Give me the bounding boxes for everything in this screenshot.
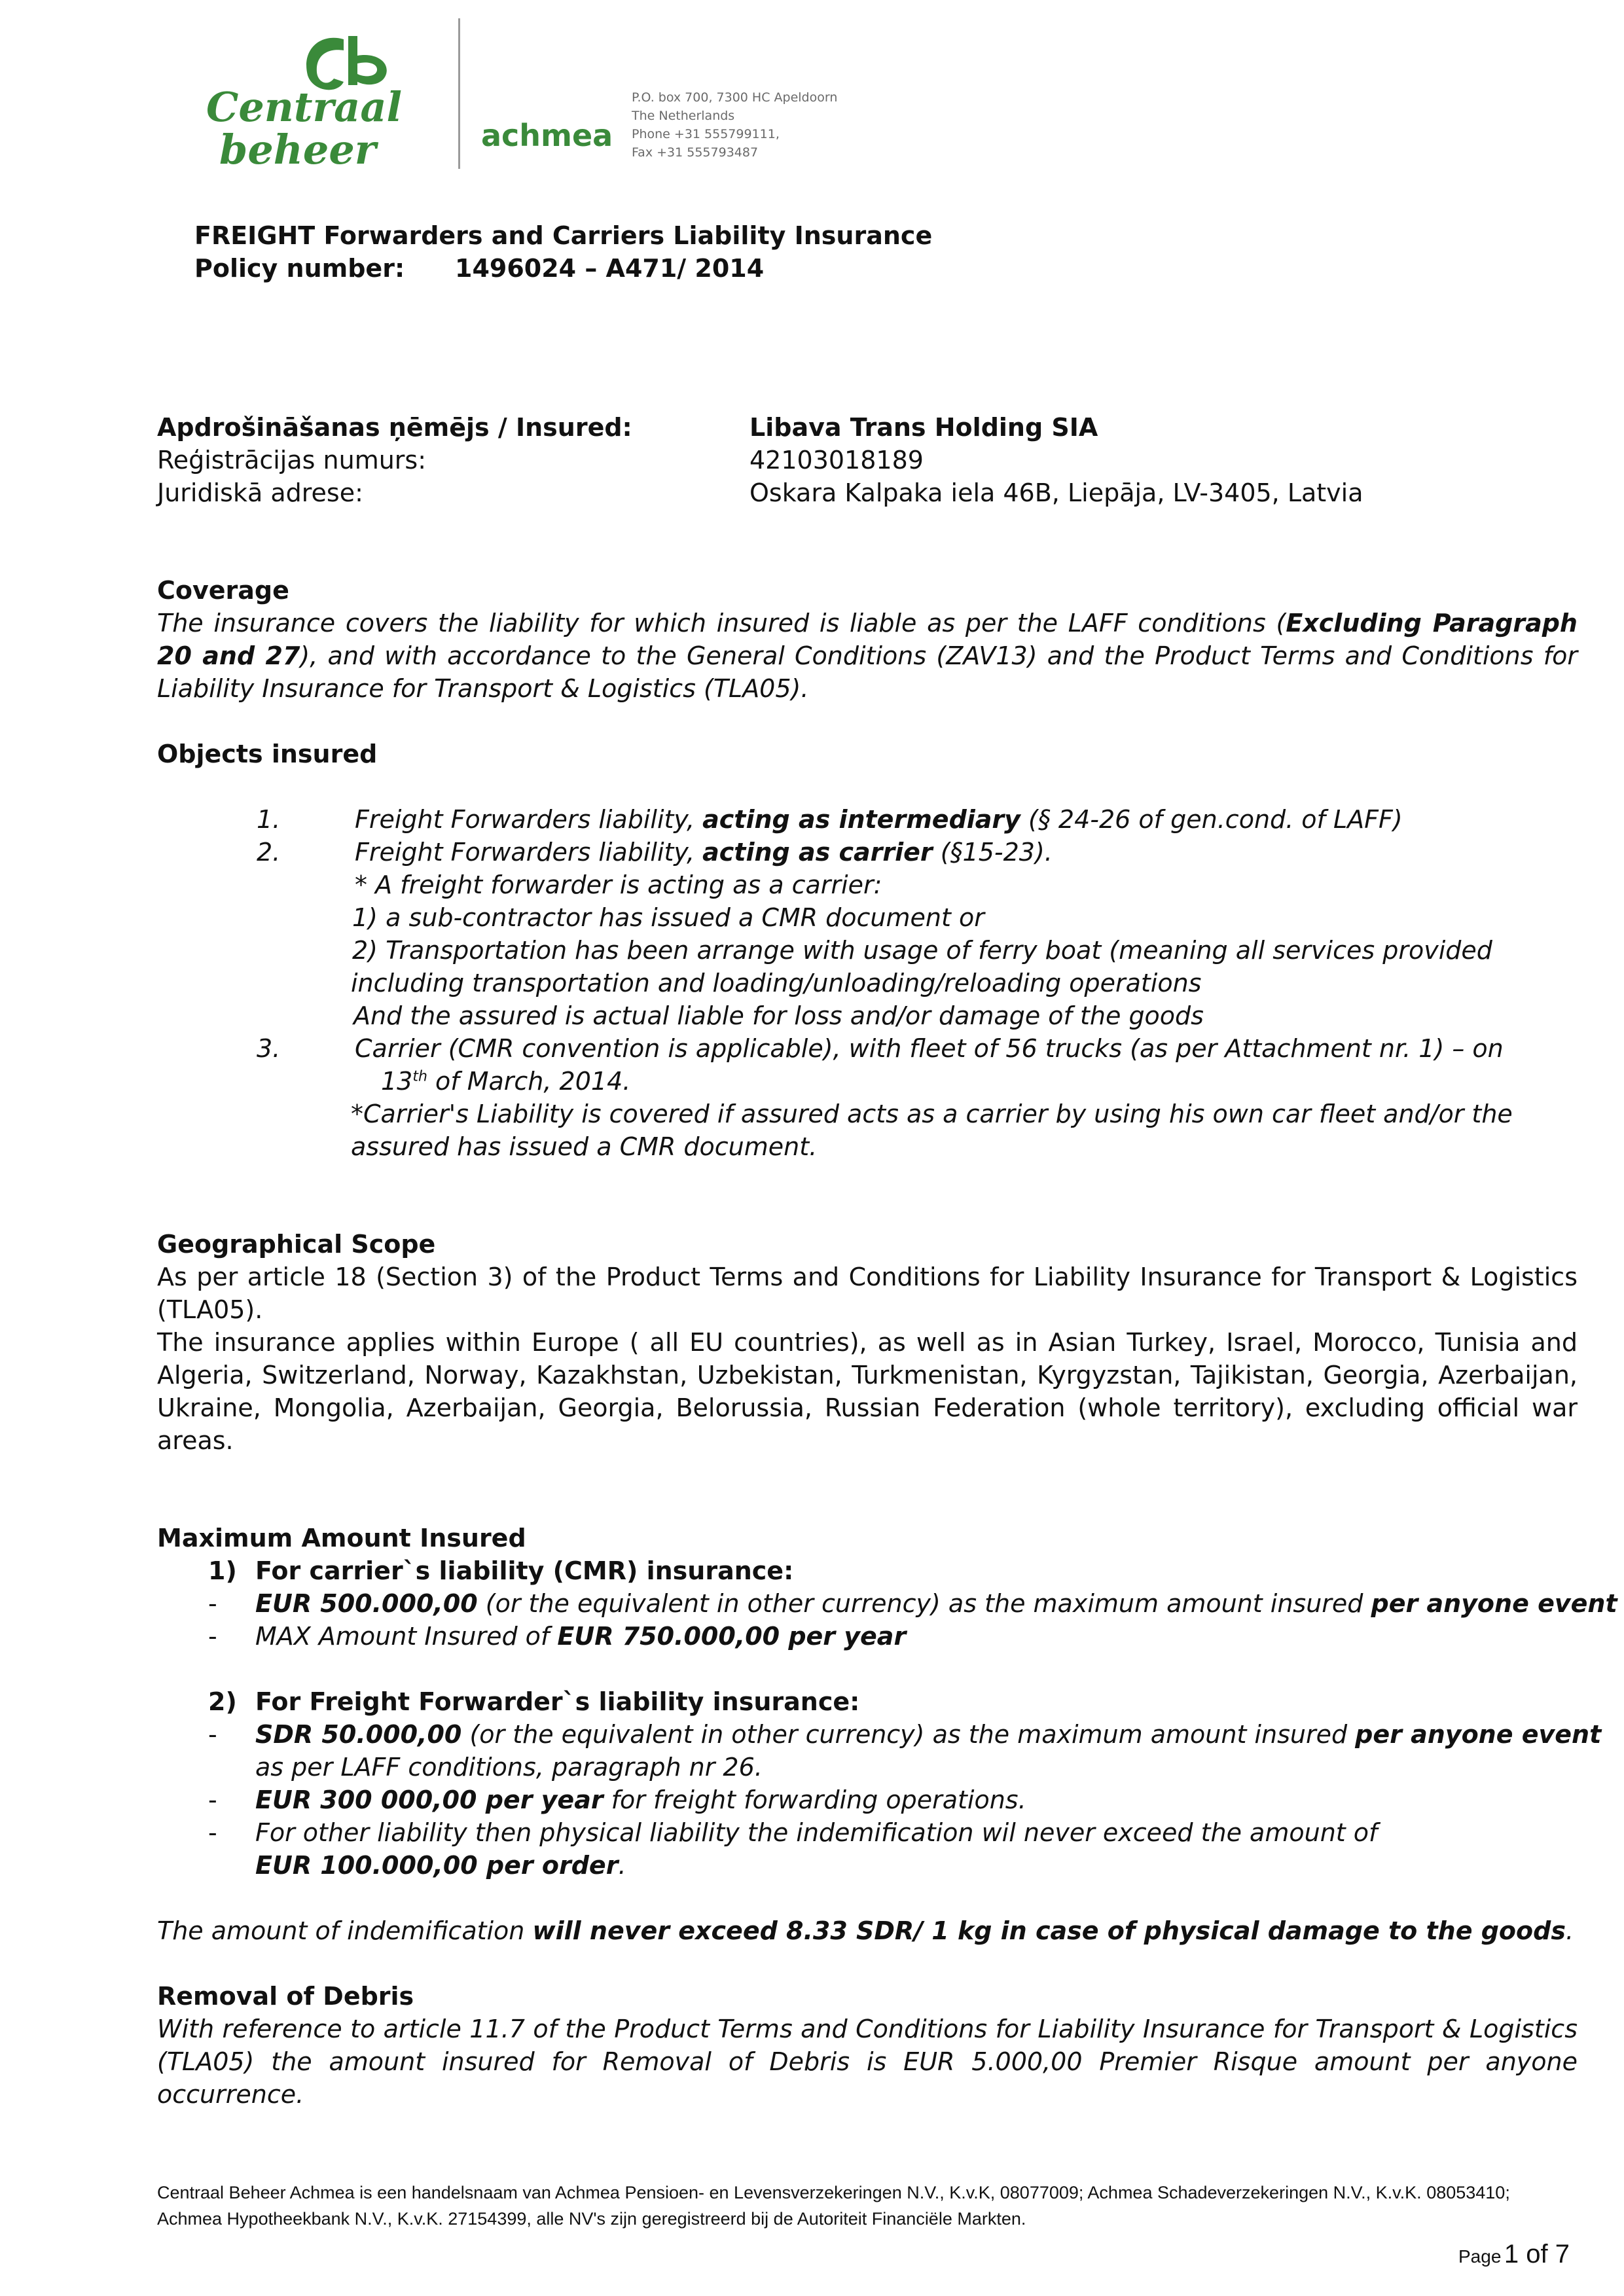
centraal-beheer-logo: [196, 29, 452, 180]
object-item-number: 1.: [257, 805, 281, 834]
bullet-dash: -: [208, 1785, 217, 1814]
object-item-2-sub: 1) a sub-contractor has issued a CMR document or: [352, 903, 984, 932]
max-s2-bullet3: For other liability then physical liability the indemification wil never exceed the amount of: [255, 1818, 1378, 1847]
object-item-1-post: (§ 24-26 of gen.cond. of LAFF): [1020, 805, 1403, 834]
bullet-dash: -: [208, 1589, 217, 1618]
object-item-2-sub: And the assured is actual liable for loss and/or damage of the goods: [353, 1001, 1204, 1030]
indem-end: .: [1565, 1916, 1574, 1945]
coverage-text: [157, 607, 1578, 705]
policy-number-value: 1496024 – A471/ 2014: [455, 254, 765, 283]
page-label: Page: [1458, 2246, 1502, 2267]
letterhead-divider: [458, 18, 460, 169]
bullet-dash: -: [208, 1720, 217, 1749]
indem-pre: The amount of indemification: [157, 1916, 533, 1945]
max-s2-b1-mid: (or the equivalent in other currency) as the maximum amount insured: [461, 1720, 1356, 1749]
objects-heading: Objects insured: [157, 740, 378, 768]
object-item-3-month: of March, 2014.: [427, 1067, 631, 1096]
object-item-2-sub: including transportation and loading/unloading/reloading operations: [351, 969, 1202, 997]
address-line: Fax +31 555793487: [632, 145, 759, 160]
max-section2-title: For Freight Forwarder`s liability insurance:: [255, 1687, 860, 1716]
object-item-number: 2.: [257, 838, 281, 867]
max-s2-b2-amount: EUR 300 000,00 per year: [255, 1785, 604, 1814]
max-s2-b1-event: per anyone event: [1355, 1720, 1602, 1749]
max-s2-bullet3-line2: [255, 1849, 626, 1882]
legal-address-value: Oskara Kalpaka iela 46B, Liepāja, LV-3405, Latvia: [749, 478, 1363, 507]
page-number: 1 of 7: [1504, 2240, 1570, 2269]
object-item-2-bold: acting as carrier: [702, 838, 933, 867]
object-item-1-pre: Freight Forwarders liability,: [355, 805, 703, 834]
centraal-beheer-logo-mark: [196, 29, 452, 180]
coverage-text-part2: ), and with accordance to the General Conditions (ZAV13) and the Product Terms and Conditions for Liability Insurance for Transport & Logistics (TLA05).: [157, 641, 1578, 703]
coverage-heading: Coverage: [157, 576, 289, 605]
document-title: FREIGHT Forwarders and Carriers Liability Insurance: [194, 221, 933, 250]
max-s2-b1-amount: SDR 50.000,00: [255, 1720, 462, 1749]
geo-para2: The insurance applies within Europe ( all EU countries), as well as in Asian Turkey, Israel, Morocco, Tunisia and Algeria, Switzerland, Norway, Kazakhstan, Uzbekistan, Turkmenistan, Kyrgyzstan, Tajikistan, Georgia, Azerbaijan, Ukraine, Mongolia, Azerbaijan, Georgia, Belorussia, Russian Federation (whole territory), excluding official war areas.: [157, 1328, 1578, 1455]
address-line: P.O. box 700, 7300 HC Apeldoorn: [632, 90, 838, 105]
policy-number-label: Policy number:: [194, 254, 405, 283]
max-s1-b2-amount: EUR 750.000,00 per year: [557, 1622, 907, 1651]
object-item-2-sub: 2) Transportation has been arrange with usage of ferry boat (meaning all services provided: [352, 936, 1492, 965]
legal-address-label: Juridiskā adrese:: [157, 478, 363, 507]
max-s2-b2-post: for freight forwarding operations.: [603, 1785, 1026, 1814]
registration-value: 42103018189: [749, 446, 924, 475]
object-item-3-date: [381, 1065, 630, 1098]
object-item-3-note: *Carrier's Liability is covered if assured acts as a carrier by using his own car fleet and/or the: [351, 1100, 1513, 1128]
registration-label: Reģistrācijas numurs:: [157, 446, 427, 475]
max-section-number: 1): [208, 1556, 237, 1585]
brand-line1: Centraal: [206, 83, 403, 131]
max-s1-bullet2: [255, 1620, 906, 1653]
object-item-2-post: (§15-23).: [932, 838, 1053, 867]
coverage-text-part1: The insurance covers the liability for which insured is liable as per the LAFF conditions (: [157, 609, 1286, 637]
max-s2-bullet1-line2: as per LAFF conditions, paragraph nr 26.: [255, 1753, 763, 1782]
page-indicator: [1458, 2240, 1570, 2269]
address-line: The Netherlands: [632, 109, 735, 123]
max-s2-b3-end: .: [618, 1851, 626, 1880]
geo-heading: Geographical Scope: [157, 1230, 436, 1259]
object-item-3-note: assured has issued a CMR document.: [351, 1132, 818, 1161]
max-heading: Maximum Amount Insured: [157, 1524, 526, 1552]
object-item-3-day: 13: [381, 1067, 413, 1096]
max-s1-b1-event: per anyone event: [1371, 1589, 1617, 1618]
debris-heading: Removal of Debris: [157, 1982, 414, 2011]
object-item-3-sup: th: [412, 1068, 427, 1085]
indem-bold: will never exceed 8.33 SDR/ 1 kg in case of physical damage to the goods: [532, 1916, 1566, 1945]
footer-line2: Achmea Hypotheekbank N.V., K.v.K. 27154399, alle NV's zijn geregistreerd bij de Autoriteit Financiële Markten.: [157, 2209, 1026, 2229]
max-s1-b1-amount: EUR 500.000,00: [255, 1589, 478, 1618]
object-item-3: Carrier (CMR convention is applicable), with fleet of 56 trucks (as per Attachment nr. 1) – on: [355, 1034, 1504, 1063]
coverage-text-bold: Excluding Paragraph 20 and 27: [157, 609, 1578, 670]
insured-value: Libava Trans Holding SIA: [749, 413, 1098, 442]
footer-line1: Centraal Beheer Achmea is een handelsnaam van Achmea Pensioen- en Levensverzekeringen N.V., K.v.K, 08077009; Achmea Schadeverzekeringen N.V., K.v.K. 08053410;: [157, 2183, 1510, 2202]
max-s2-bullet1: [255, 1718, 1601, 1751]
max-s1-b2-pre: MAX Amount Insured of: [255, 1622, 558, 1651]
object-item-1-bold: acting as intermediary: [702, 805, 1020, 834]
achmea-logo-text: achmea: [481, 118, 613, 153]
letterhead-address: [632, 88, 837, 162]
max-s2-bullet2: [255, 1784, 1026, 1816]
max-s1-b1-mid: (or the equivalent in other currency) as the maximum amount insured: [477, 1589, 1371, 1618]
indemnification-note: [157, 1914, 1574, 1947]
object-item-number: 3.: [257, 1034, 281, 1063]
object-item-2-pre: Freight Forwarders liability,: [355, 838, 703, 867]
debris-text: With reference to article 11.7 of the Product Terms and Conditions for Liability Insurance for Transport & Logistics (TLA05) the amount insured for Removal of Debris is EUR 5.000,00 Premier Risque amount per anyone occurrence.: [157, 2015, 1578, 2109]
object-item-2-sub: * A freight forwarder is acting as a carrier:: [355, 870, 882, 899]
insured-label: Apdrošināšanas ņēmējs / Insured:: [157, 413, 632, 442]
object-item-1: [355, 803, 1403, 836]
geo-para1: As per article 18 (Section 3) of the Product Terms and Conditions for Liability Insurance for Transport & Logistics (TLA05).: [157, 1263, 1578, 1324]
max-section1-title: For carrier`s liability (CMR) insurance:: [255, 1556, 794, 1585]
bullet-dash: -: [208, 1818, 217, 1847]
object-item-2: [355, 836, 1053, 869]
bullet-dash: -: [208, 1622, 217, 1651]
address-line: Phone +31 555799111,: [632, 127, 780, 141]
max-section-number: 2): [208, 1687, 237, 1716]
max-s2-b3-amount: EUR 100.000,00 per order: [255, 1851, 619, 1880]
max-s1-bullet1: [255, 1587, 1617, 1620]
brand-line2: beheer: [219, 126, 376, 173]
